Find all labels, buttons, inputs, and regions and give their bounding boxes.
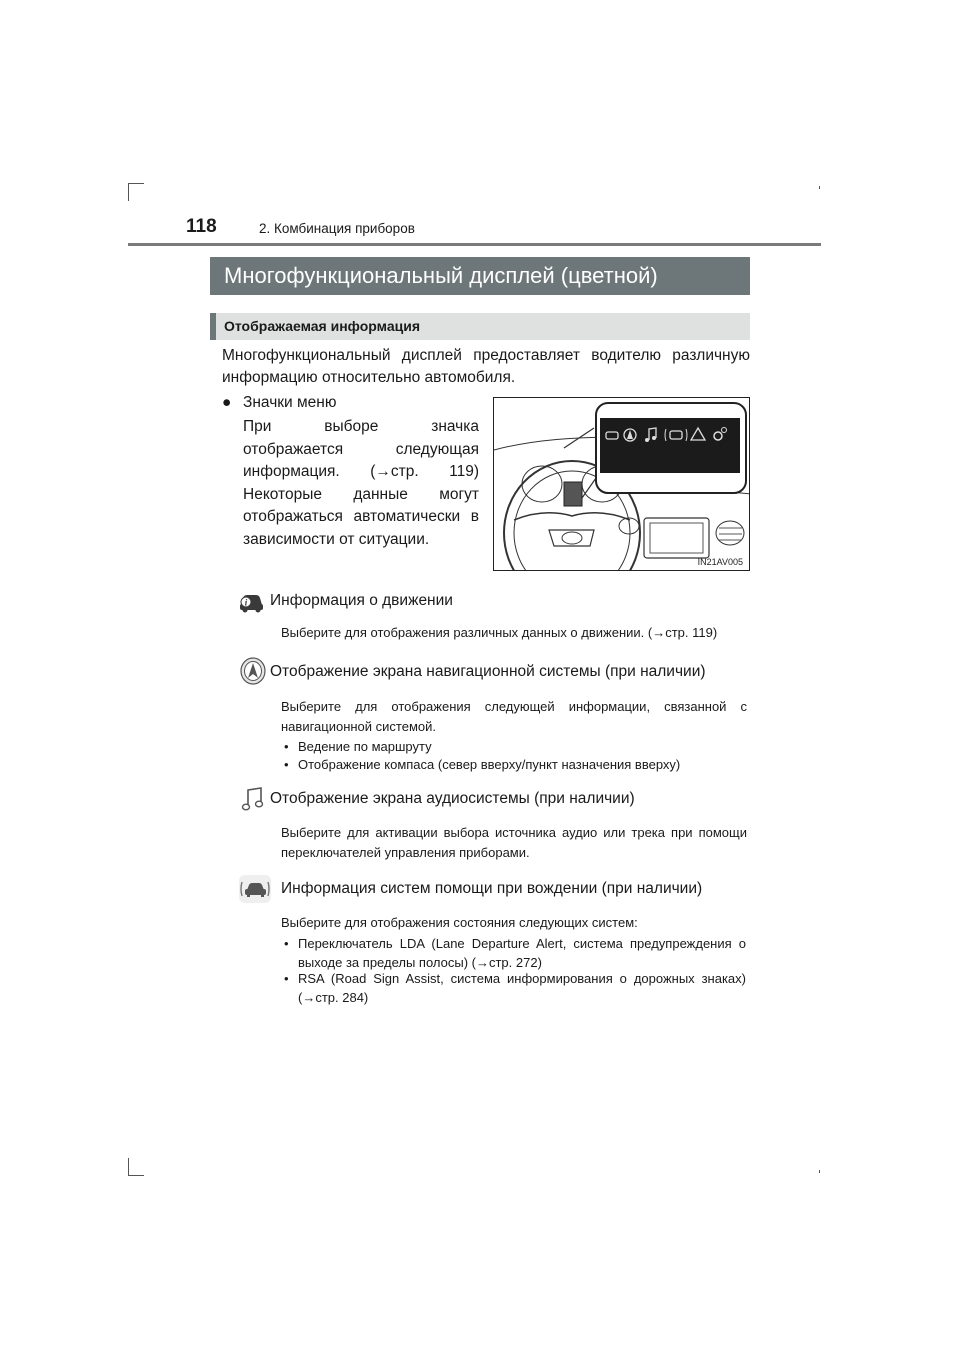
drive-info-desc: Выберите для отображения различных данных о движении. (→стр. 119) bbox=[281, 625, 718, 640]
list-bullet: • bbox=[284, 757, 289, 772]
list-bullet: • bbox=[284, 739, 289, 754]
menu-icons-label: Значки меню bbox=[243, 394, 337, 411]
list-item-text: RSA (Road Sign Assist, система информирования о дорожных знаках) (→стр. 284) bbox=[298, 971, 746, 1005]
crop-mark-top-right bbox=[819, 186, 820, 189]
drive-info-title: Информация о движении bbox=[270, 592, 453, 609]
driving-assist-icon bbox=[238, 874, 272, 909]
navigation-desc: Выберите для отображения следующей информации, связанной с навигационной системой. bbox=[281, 699, 747, 734]
header-rule bbox=[128, 243, 821, 246]
page-number: 118 bbox=[186, 216, 217, 237]
navigation-title: Отображение экрана навигационной системы (при наличии) bbox=[270, 663, 706, 680]
svg-text:i: i bbox=[244, 597, 248, 608]
crop-mark-bottom-left-v bbox=[128, 1158, 129, 1176]
menu-icons-description: При выборе значка отображается следующая информация. (→стр. 119) Некоторые данные могут отображаться автоматически в зависимости от ситуации. bbox=[243, 418, 479, 548]
crop-mark-bottom-left-h bbox=[128, 1175, 144, 1176]
bullet-dot: ● bbox=[222, 394, 232, 411]
drive-info-icon bbox=[238, 589, 264, 618]
dashboard-illustration bbox=[493, 397, 750, 571]
chapter-title: 2. Комбинация приборов bbox=[259, 221, 415, 236]
crop-mark-top-left-h bbox=[128, 183, 144, 184]
subsection-title: Отображаемая информация bbox=[210, 313, 750, 340]
audio-icon bbox=[241, 786, 265, 817]
navigation-icon bbox=[240, 657, 266, 690]
illustration-code: IN21AV005 bbox=[697, 557, 743, 567]
driving-assist-desc: Выберите для отображения состояния следующих систем: bbox=[281, 915, 638, 930]
audio-desc: Выберите для активации выбора источника аудио или трека при помощи переключателей управления приборами. bbox=[281, 825, 747, 860]
dashboard-drawing bbox=[494, 398, 750, 571]
intro-paragraph: Многофункциональный дисплей предоставляет водителю различную информацию относительно автомобиля. bbox=[222, 347, 750, 386]
list-bullet: • bbox=[284, 936, 289, 951]
audio-title: Отображение экрана аудиосистемы (при наличии) bbox=[270, 790, 635, 807]
list-bullet: • bbox=[284, 971, 289, 986]
driving-assist-title: Информация систем помощи при вождении (при наличии) bbox=[281, 880, 703, 897]
list-item-text: Переключатель LDA (Lane Departure Alert, система предупреждения о выходе за пределы полосы) (→стр. 272) bbox=[298, 936, 746, 970]
illustration-display bbox=[600, 418, 740, 473]
crop-mark-top-left-v bbox=[128, 183, 129, 201]
section-title: Многофункциональный дисплей (цветной) bbox=[210, 257, 750, 295]
list-item-text: Ведение по маршруту bbox=[298, 739, 432, 754]
list-item-text: Отображение компаса (север вверху/пункт назначения вверху) bbox=[298, 757, 681, 772]
crop-mark-bottom-right bbox=[819, 1170, 820, 1173]
